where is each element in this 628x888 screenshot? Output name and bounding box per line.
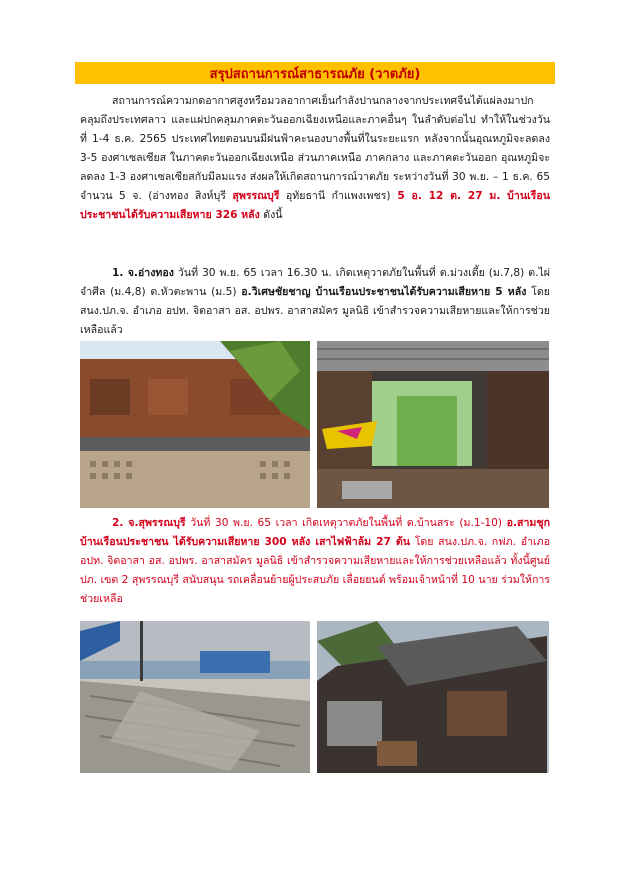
intro-province-highlight: สุพรรณบุรี xyxy=(232,190,280,202)
intro-summary-highlight: 5 อ. 12 ต. 27 ม. บ้านเรือนประชาชนได้รับความเสียหาย 326 หลัง xyxy=(80,190,550,221)
section-2-text2: โดย สนง.ปภ.จ. กฟภ. อำเภอ อปท. จิตอาสา อส. อปพร. อาสาสมัคร มูลนิธิ เข้าสำรวจความเสียหายและให้การช่วยเหลือแล้ว ทั้งนี้ศูนย์ ปภ. เขต 2 สุพรรณบุรี สนับสนุน รถเคลื่อนย้ายผู้ประสบภัย เลื่อยยนต์ พร้อมเจ้าหน้าที่ 10 นาย ร่วมให้การช่วยเหลือ xyxy=(80,536,550,605)
intro-text: สถานการณ์ความกดอากาศสูงหรือมวลอากาศเย็นกำลังปานกลางจากประเทศจีนได้แผ่ลงมาปกคลุมถึงประเทศลาว และแผ่ปกคลุมภาคตะวันออกเฉียงเหนือและภาคอื่นๆ ในลำดับต่อไป ทำให้ในช่วงวันที่ 1-4 ธ.ค. 2565 ประเทศไทยตอนบนมีฝนฟ้าคะนองบางพื้นที่ในระยะแรก หลังจากนั้นอุณหภูมิจะลดลง 3-5 องศาเซลเซียส ในภาคตะวันออกเฉียงเหนือ ส่วนภาคเหนือ ภาคกลาง และภาคตะวันออก อุณหภูมิจะลดลง 1-3 องศาเซลเซียสกับมีลมแรง ส่งผลให้เกิดสถานการณ์วาตภัย ระหว่างวันที่ 30 พ.ย. – 1 ธ.ค. 65 จำนวน 5 จ. (อ่างทอง สิงห์บุรี xyxy=(80,95,550,202)
section-2-text: วันที่ 30 พ.ย. 65 เวลา เกิดเหตุวาตภัยในพื้นที่ ต.บ้านสระ (ม.1-10) xyxy=(185,517,507,529)
intro-provinces-rest: อุทัยธานี กำแพงเพชร) xyxy=(279,190,391,202)
section-1-text2: โดย สนง.ปภ.จ. อำเภอ อปท. จิตอาสา อส. อปพร. อาสาสมัคร มูลนิธิ เข้าสำรวจความเสียหายและให้การช่วยเหลือแล้ว xyxy=(80,286,550,336)
section-1-text: วันที่ 30 พ.ย. 65 เวลา 16.30 น. เกิดเหตุวาตภัยในพื้นที่ ต.ม่วงเตี้ย (ม.7,8) ต.ไผ่จำศีล (ม.4,8) ต.หัวตะพาน (ม.5) xyxy=(80,267,550,298)
photo-damaged-interior xyxy=(317,341,549,508)
section-1-heading: 1. จ.อ่างทอง xyxy=(112,267,174,279)
photo-wooden-house-exterior xyxy=(80,341,310,508)
title-bar xyxy=(75,62,555,84)
section-2-heading: 2. จ.สุพรรณบุรี xyxy=(112,517,186,529)
section-1-bold: อ.วิเศษชัยชาญ บ้านเรือนประชาชนได้รับความเสียหาย 5 หลัง xyxy=(241,286,527,298)
intro-paragraph xyxy=(80,92,550,225)
section-1-paragraph xyxy=(80,264,550,340)
section-2-paragraph xyxy=(80,514,550,609)
section-2-bold: อ.สามชุก บ้านเรือนประชาชน ได้รับความเสียหาย 300 หลัง เสาไฟฟ้าล้ม 27 ต้น xyxy=(80,517,550,548)
photo-collapsed-roof xyxy=(80,621,310,773)
photo-damaged-house xyxy=(317,621,549,773)
intro-tail: ดังนี้ xyxy=(259,209,283,221)
page-title: สรุปสถานการณ์สาธารณภัย (วาตภัย) xyxy=(209,66,421,82)
